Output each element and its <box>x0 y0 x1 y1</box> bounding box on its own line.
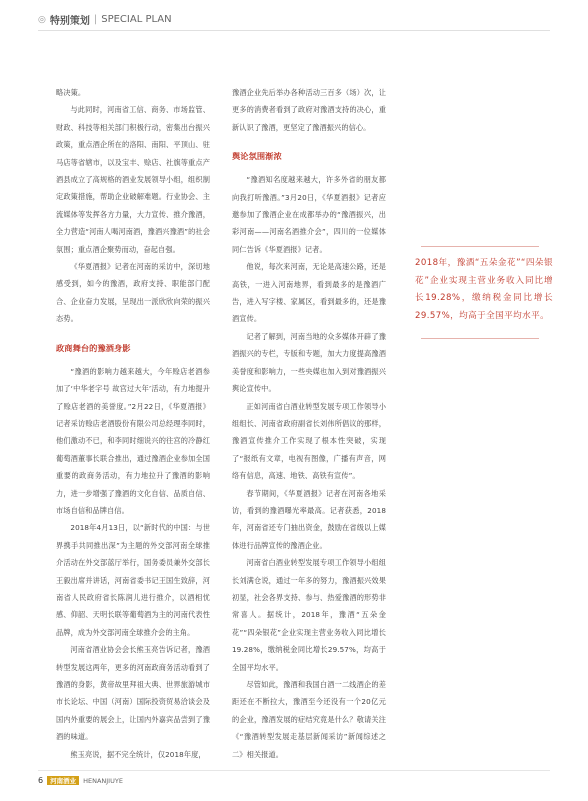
paragraph: 《华夏酒报》记者在河南的采访中，深切地感受到，如今的豫酒，政府支持、职能部门配合、企业奋力发展，呈现出一派欣欣向荣的振兴态势。 <box>56 262 210 324</box>
middle-column <box>232 84 386 763</box>
left-column <box>56 84 210 763</box>
header-rule <box>38 30 550 31</box>
section-title-en: SPECIAL PLAN <box>101 14 172 25</box>
pull-quote: 2018年，豫酒“五朵金花”“四朵银花”企业实现主营业务收入同比增长19.28%，缴纳税金同比增长29.57%，均高于全国平均水平。 <box>415 258 553 321</box>
paragraph: 春节期间，《华夏酒报》记者在河南各地采访，看到的豫酒曝光率最高。记者获悉，2018年，河南省还专门抽出资金，鼓励在省级以上媒体进行品牌宣传的豫酒企业。 <box>232 488 386 550</box>
paragraph: 略决策。 <box>56 88 86 97</box>
paragraph: 尽管如此，豫酒和我国白酒一二线酒企的差距还在不断拉大，豫酒至今还没有一个20亿元的企业，豫酒发展的症结究竟是什么？敬请关注《“豫酒转型发展走基层新闻采访”新闻综述之二》相关报道。 <box>232 680 386 759</box>
footer-rule <box>38 770 550 771</box>
section-marker-icon: ◎ <box>38 14 46 25</box>
page-number: 6 <box>38 776 44 785</box>
pull-quote-rule-top <box>421 246 539 247</box>
section-title-cn: 特别策划 <box>49 16 90 27</box>
paragraph: “豫酒的影响力越来越大，今年赊店老酒参加了‘中华老字号 故宫过大年’活动，有力地提升了赊店老酒的美誉度。”2月22日，《华夏酒报》记者采访赊店老酒股份有限公司总经理李同时，他们激动不已，和李同时细说兴的往宫的冷静红葡萄酒董事长联合推出，通过豫酒企业参加全国重要的政商务活动，有力地拉升了豫酒的影响力，进一步增强了豫酒的文化自信、品质自信、市场自信和品牌自信。 <box>56 366 210 515</box>
paragraph: 正如河南省白酒业转型发展专项工作领导小组组长、河南省政府副省长刘伟所倡议的那样，豫酒宣传推介工作实现了根本性突破，实现了“报纸有文章，电视有图像，广播有声音，网络有信息，高速、地铁、高铁有宣传”。 <box>232 401 386 481</box>
paragraph: 熊玉亮说，据不完全统计，仅2018年度， <box>70 749 206 759</box>
paragraph: 他说，每次来河南，无论是高速公路，还是高铁，一进入河南地界，看到最多的是豫酒广告，进入写字楼、家属区，看到最多的，还是豫酒宣传。 <box>232 262 386 324</box>
paragraph: “豫酒知名度越来越大，许多外省的朋友都向我打听豫酒。”3月20日，《华夏酒报》记者应邀参加了豫酒企业在成都举办的“豫酒振兴，出彩河南——河南名酒推介会”，四川的一位媒体同仁告诉《华夏酒报》记者。 <box>232 175 386 254</box>
section-heading: 舆论氛围渐浓 <box>232 151 282 162</box>
paragraph: 豫酒企业先后举办各种活动三百多（场）次，让更多的消费者看到了政府对豫酒支持的决心，重新认识了豫酒，更坚定了豫酒振兴的信心。 <box>232 88 386 132</box>
brand-badge: 河南酒业 <box>47 776 79 785</box>
paragraph: 记者了解到，河南当地的众多媒体开辟了豫酒振兴的专栏，专版和专题，加大力度提高豫酒美誉度和影响力，一些央媒也加入到对豫酒振兴舆论宣传中。 <box>232 331 386 394</box>
page-header <box>38 12 172 27</box>
pull-quote-rule-bottom <box>421 338 539 339</box>
paragraph: 与此同时，河南省工信、商务、市场监管、财政、科技等相关部门积极行动，密集出台振兴政策，重点酒企所在的洛阳、南阳、平顶山、驻马店等省辖市，以及宝丰、赊店、社旗等重点产酒县成立了高规格的酒业发展领导小组，组织制定政策措施，帮助企业破解难题。行业协会、主流媒体等发挥各方力量，大力宣传、推介豫酒，全力营造“河南人喝河南酒，豫酒兴豫酒”的社会氛围；重点酒企聚势而动，奋起自强。 <box>56 105 210 254</box>
paragraph: 2018年4月13日，以“新时代的中国：与世界携手共同推出深”为主题的外交部河南全球推介活动在外交部蓝厅举行，国务委员兼外交部长王毅出席并讲话，河南省委书记王国生致辞，河南省人民政府省长陈润儿进行推介，以酒相忧感、仰韶、天明长联等葡萄酒为主的河南代表性品牌，成为外交部河南全球推介会的主角。 <box>56 523 210 637</box>
page-footer <box>38 776 123 785</box>
brand-name-en: HENANJIUYE <box>83 776 123 785</box>
paragraph: 河南省酒业协会会长熊玉亮告诉记者，豫酒转型发展这两年，更多的河南政商务活动看到了豫酒的身影，黄帝故里拜祖大典、世界旅游城市市长论坛、中国（河南）国际投资贸易洽谈会及国内外重要的展会上，让国内外嘉宾品尝到了豫酒的味道。 <box>56 645 210 742</box>
header-divider: | <box>93 14 98 25</box>
paragraph: 河南省白酒业转型发展专项工作领导小组组长刘满仓说，通过一年多的努力，豫酒振兴效果初显，社会各界支持、参与、热爱豫酒的形势非常喜人。据统计，2018年，豫酒“五朵金花”“四朵银花”企业实现主营业务收入同比增长19.28%，缴纳税金同比增长29.57%，均高于全国平均水平。 <box>232 558 386 672</box>
section-heading: 政商舞台的豫酒身影 <box>56 342 131 353</box>
